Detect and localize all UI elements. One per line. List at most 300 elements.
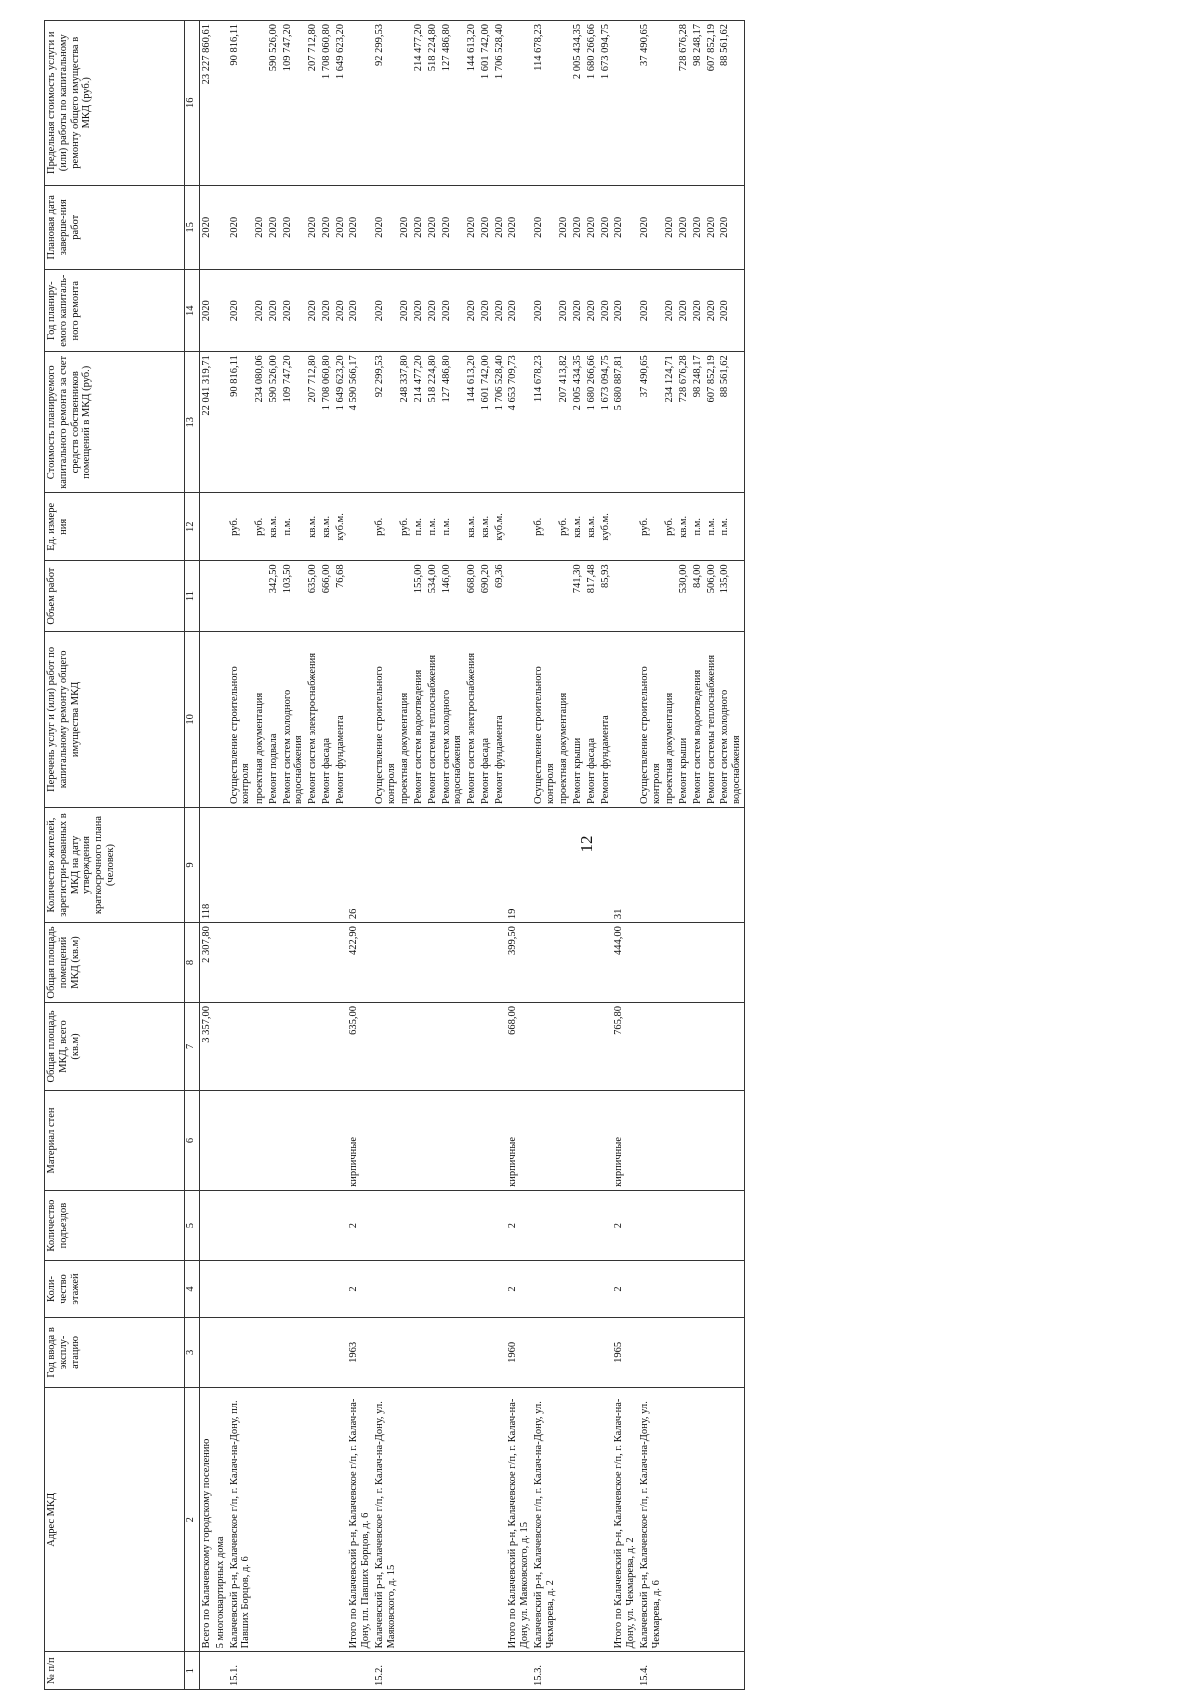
header-cell: Стоимость планируемого капитального ремонта за счет средств собственников помещений в МКД (руб.) — [45, 352, 185, 493]
table-cell — [638, 1091, 664, 1191]
table-cell: 114 678,23 — [532, 21, 558, 186]
table-cell — [267, 1261, 281, 1317]
table-row — [493, 21, 507, 1690]
table-cell — [267, 1652, 281, 1690]
column-number-cell: 10 — [185, 631, 200, 807]
table-cell: Осуществление строительного контроля — [638, 631, 664, 807]
table-cell — [440, 1002, 466, 1090]
table-cell: Ремонт систем электроснабжения — [306, 631, 320, 807]
table-cell — [440, 807, 466, 922]
table-cell: п.м. — [426, 493, 440, 561]
table-row — [373, 21, 399, 1690]
table-cell: 4 590 566,17 — [347, 352, 373, 493]
table-cell: кв.м. — [267, 493, 281, 561]
table-cell: руб. — [228, 493, 254, 561]
column-number-cell: 11 — [185, 561, 200, 631]
table-cell: 2020 — [479, 270, 493, 352]
table-cell — [479, 923, 493, 1003]
table-cell — [306, 1002, 320, 1090]
table-cell — [691, 807, 705, 922]
table-cell — [705, 1091, 719, 1191]
table-cell: 2020 — [571, 185, 585, 270]
table-cell — [440, 1261, 466, 1317]
table-cell: 2020 — [585, 270, 599, 352]
table-cell: 19 — [506, 807, 532, 922]
table-cell — [320, 1091, 334, 1191]
table-cell: 2020 — [585, 185, 599, 270]
column-number-cell: 9 — [185, 807, 200, 922]
table-cell: 2020 — [612, 185, 638, 270]
table-cell — [200, 631, 214, 807]
table-cell — [412, 1190, 426, 1260]
table-cell: 234 124,71 — [663, 352, 677, 493]
rotated-page — [44, 20, 1184, 1690]
table-cell — [373, 1190, 399, 1260]
table-cell — [557, 21, 571, 186]
table-cell — [214, 1190, 228, 1260]
table-cell — [267, 1317, 281, 1387]
table-cell — [663, 807, 677, 922]
table-row — [506, 21, 532, 1690]
header-cell: Коли-чество этажей — [45, 1261, 185, 1317]
table-cell — [412, 807, 426, 922]
table-cell — [373, 1002, 399, 1090]
table-cell: 127 486,80 — [440, 352, 466, 493]
table-cell: Калачевский р-н, Калачевское г/п, г. Калач-на-Дону, пл. Павших Борцов, д. 6 — [228, 1388, 254, 1652]
table-cell: 741,30 — [571, 561, 585, 631]
table-cell — [557, 1652, 571, 1690]
table-cell: Ремонт фундамента — [599, 631, 613, 807]
table-cell: 2020 — [281, 270, 307, 352]
table-cell — [532, 1091, 558, 1191]
table-cell: Ремонт фасада — [585, 631, 599, 807]
table-cell — [677, 1091, 691, 1191]
table-cell: 635,00 — [306, 561, 320, 631]
table-row — [638, 21, 664, 1690]
table-cell: Ремонт систем холодного водоснабжения — [281, 631, 307, 807]
table-cell: 1 649 623,20 — [334, 352, 348, 493]
table-cell — [585, 1190, 599, 1260]
table-cell: 103,50 — [281, 561, 307, 631]
table-cell — [638, 1002, 664, 1090]
table-cell — [465, 807, 479, 922]
table-cell — [347, 21, 373, 186]
table-cell — [214, 1652, 228, 1690]
column-number-cell: 3 — [185, 1317, 200, 1387]
table-cell — [281, 1652, 307, 1690]
header-cell: Предельная стоимость услуги и (или) работы по капитальному ремонту общего имущества в МКД (руб.) — [45, 21, 185, 186]
table-cell — [557, 807, 571, 922]
table-cell: Ремонт систем электроснабжения — [465, 631, 479, 807]
table-cell: 2020 — [677, 185, 691, 270]
table-cell — [334, 1091, 348, 1191]
table-cell — [253, 1261, 267, 1317]
table-cell: кв.м. — [320, 493, 334, 561]
table-row — [718, 21, 744, 1690]
table-cell: 155,00 — [412, 561, 426, 631]
table-cell: 666,00 — [320, 561, 334, 631]
table-cell — [398, 1002, 412, 1090]
table-cell: 518 224,80 — [426, 352, 440, 493]
table-cell: 2 — [506, 1190, 532, 1260]
table-cell — [373, 1091, 399, 1191]
table-cell — [599, 1388, 613, 1652]
table-cell — [373, 807, 399, 922]
table-cell — [691, 1002, 705, 1090]
table-cell — [214, 270, 228, 352]
table-cell: 607 852,19 — [705, 352, 719, 493]
table-cell — [214, 185, 228, 270]
table-cell: 2020 — [398, 270, 412, 352]
table-cell: п.м. — [691, 493, 705, 561]
table-cell: 2020 — [465, 270, 479, 352]
table-cell: руб. — [557, 493, 571, 561]
table-cell — [479, 807, 493, 922]
table-cell: проектная документация — [253, 631, 267, 807]
table-cell — [691, 1317, 705, 1387]
table-cell: 2020 — [465, 185, 479, 270]
table-cell — [585, 1388, 599, 1652]
table-cell: 2020 — [440, 270, 466, 352]
table-cell: 399,50 — [506, 923, 532, 1003]
capital-repair-table — [44, 20, 745, 1690]
table-cell — [281, 1002, 307, 1090]
table-cell — [214, 493, 228, 561]
table-cell — [253, 561, 267, 631]
table-cell: 2020 — [663, 270, 677, 352]
table-cell — [306, 807, 320, 922]
table-cell — [557, 1091, 571, 1191]
table-cell — [200, 561, 214, 631]
header-row — [45, 21, 185, 1690]
table-cell: Осуществление строительного контроля — [373, 631, 399, 807]
table-cell: 1 706 528,40 — [493, 21, 507, 186]
column-number-cell: 13 — [185, 352, 200, 493]
table-cell — [228, 1190, 254, 1260]
table-cell: руб. — [532, 493, 558, 561]
table-row — [200, 21, 214, 1690]
table-row — [214, 21, 228, 1690]
table-cell — [440, 1190, 466, 1260]
table-cell: куб.м. — [493, 493, 507, 561]
table-cell — [479, 1261, 493, 1317]
table-cell — [532, 807, 558, 922]
table-cell — [412, 1091, 426, 1191]
table-cell — [493, 1002, 507, 1090]
table-cell: Ремонт системы теплоснабжения — [705, 631, 719, 807]
table-cell: Ремонт фундамента — [493, 631, 507, 807]
table-cell — [281, 923, 307, 1003]
table-cell: проектная документация — [663, 631, 677, 807]
table-cell: 2020 — [306, 270, 320, 352]
table-cell: 98 248,17 — [691, 21, 705, 186]
table-cell — [506, 561, 532, 631]
table-cell: 2020 — [638, 270, 664, 352]
table-cell: 1 601 742,00 — [479, 352, 493, 493]
table-cell: 92 299,53 — [373, 21, 399, 186]
table-body — [200, 21, 745, 1690]
table-cell — [373, 561, 399, 631]
table-cell — [228, 1261, 254, 1317]
table-cell: 590 526,00 — [267, 352, 281, 493]
table-cell — [638, 807, 664, 922]
table-cell — [253, 1002, 267, 1090]
header-cell: Количество подъездов — [45, 1190, 185, 1260]
table-cell — [638, 923, 664, 1003]
table-cell — [532, 561, 558, 631]
table-cell — [426, 1261, 440, 1317]
table-cell — [612, 21, 638, 186]
header-cell: Перечень услуг и (или) работ по капитальному ремонту общего имущества МКД — [45, 631, 185, 807]
table-cell: 37 490,65 — [638, 21, 664, 186]
column-number-cell: 2 — [185, 1388, 200, 1652]
table-cell — [638, 561, 664, 631]
table-cell — [214, 631, 228, 807]
table-cell — [412, 923, 426, 1003]
table-cell — [599, 923, 613, 1003]
table-cell: 2020 — [677, 270, 691, 352]
table-cell — [267, 923, 281, 1003]
table-cell — [663, 1091, 677, 1191]
table-cell — [347, 631, 373, 807]
table-cell: 534,00 — [426, 561, 440, 631]
table-cell: Калачевский р-н, Калачевское г/п, г. Калач-на-Дону, ул. Чекмарева, д. 6 — [638, 1388, 664, 1652]
table-cell — [557, 1002, 571, 1090]
table-cell — [705, 1190, 719, 1260]
table-cell — [705, 1652, 719, 1690]
table-cell: кв.м. — [465, 493, 479, 561]
table-cell — [267, 1190, 281, 1260]
column-number-cell: 16 — [185, 21, 200, 186]
table-cell: куб.м. — [599, 493, 613, 561]
table-cell — [306, 1317, 320, 1387]
table-cell — [718, 1317, 744, 1387]
table-cell — [677, 1002, 691, 1090]
table-row — [320, 21, 334, 1690]
table-cell — [267, 1002, 281, 1090]
table-cell: 2 — [506, 1261, 532, 1317]
table-cell: Итого по Калачевский р-н, Калачевское г/п, г. Калач-на-Дону, ул. Чекмарева, д. 2 — [612, 1388, 638, 1652]
table-cell: 2020 — [347, 185, 373, 270]
table-cell — [465, 1652, 479, 1690]
table-cell — [398, 1261, 412, 1317]
table-cell: 2020 — [267, 185, 281, 270]
table-cell — [479, 1388, 493, 1652]
table-cell: 127 486,80 — [440, 21, 466, 186]
table-cell — [705, 923, 719, 1003]
table-cell — [663, 1317, 677, 1387]
table-cell — [638, 1317, 664, 1387]
table-row — [557, 21, 571, 1690]
table-cell: 2020 — [532, 185, 558, 270]
table-cell: 444,00 — [612, 923, 638, 1003]
table-cell: 15.2. — [373, 1652, 399, 1690]
table-cell: Всего по Калачевскому городскому поселению — [200, 1388, 214, 1652]
table-cell — [398, 1317, 412, 1387]
table-cell — [320, 1652, 334, 1690]
table-cell: 207 712,80 — [306, 21, 320, 186]
table-cell — [334, 1190, 348, 1260]
table-cell — [691, 1190, 705, 1260]
header-cell: Год планиру-емого капиталь-ного ремонта — [45, 270, 185, 352]
table-cell: 2 005 434,35 — [571, 352, 585, 493]
column-number-cell: 6 — [185, 1091, 200, 1191]
table-cell — [398, 561, 412, 631]
table-cell: кирпичные — [612, 1091, 638, 1191]
table-cell — [705, 1002, 719, 1090]
table-cell — [465, 923, 479, 1003]
table-cell — [267, 1091, 281, 1191]
column-number-cell: 14 — [185, 270, 200, 352]
table-cell — [506, 631, 532, 807]
table-cell — [585, 1002, 599, 1090]
table-cell — [465, 1388, 479, 1652]
table-cell: 2020 — [479, 185, 493, 270]
table-cell: 2 005 434,35 — [571, 21, 585, 186]
table-cell: 69,36 — [493, 561, 507, 631]
table-cell: 2020 — [691, 270, 705, 352]
table-cell — [320, 1002, 334, 1090]
table-cell — [465, 1261, 479, 1317]
table-row — [412, 21, 426, 1690]
table-cell — [571, 1261, 585, 1317]
table-cell: 31 — [612, 807, 638, 922]
table-row — [426, 21, 440, 1690]
table-cell: 342,50 — [267, 561, 281, 631]
table-cell — [347, 493, 373, 561]
table-cell — [718, 1091, 744, 1191]
table-cell — [705, 1317, 719, 1387]
table-cell — [718, 807, 744, 922]
table-cell — [281, 1190, 307, 1260]
table-row — [465, 21, 479, 1690]
table-cell — [493, 807, 507, 922]
table-cell — [412, 1002, 426, 1090]
header-cell: Ед. измере ния — [45, 493, 185, 561]
table-cell: Ремонт крыши — [677, 631, 691, 807]
table-cell — [334, 923, 348, 1003]
table-row — [398, 21, 412, 1690]
table-cell: кв.м. — [677, 493, 691, 561]
table-cell: 1 708 060,80 — [320, 21, 334, 186]
table-cell: 1963 — [347, 1317, 373, 1387]
table-cell — [320, 1261, 334, 1317]
table-cell — [334, 1002, 348, 1090]
table-cell: проектная документация — [398, 631, 412, 807]
table-cell: руб. — [253, 493, 267, 561]
table-cell: Осуществление строительного контроля — [228, 631, 254, 807]
table-cell: 98 248,17 — [691, 352, 705, 493]
table-cell: 22 041 319,71 — [200, 352, 214, 493]
table-cell — [571, 1652, 585, 1690]
table-cell: 1 649 623,20 — [334, 21, 348, 186]
table-row — [612, 21, 638, 1690]
table-cell: 214 477,20 — [412, 21, 426, 186]
table-cell — [426, 1002, 440, 1090]
table-cell: 84,00 — [691, 561, 705, 631]
table-cell: 248 337,80 — [398, 352, 412, 493]
table-cell — [440, 1388, 466, 1652]
table-cell: 607 852,19 — [705, 21, 719, 186]
table-cell — [532, 1261, 558, 1317]
table-cell — [557, 1190, 571, 1260]
table-cell — [228, 561, 254, 631]
table-cell — [214, 1002, 228, 1090]
table-cell — [465, 1190, 479, 1260]
table-cell — [398, 1388, 412, 1652]
table-cell: п.м. — [412, 493, 426, 561]
table-cell: 2020 — [718, 270, 744, 352]
table-cell: 2020 — [334, 270, 348, 352]
table-cell — [320, 1317, 334, 1387]
table-cell — [663, 923, 677, 1003]
table-cell — [571, 1091, 585, 1191]
table-cell — [214, 807, 228, 922]
header-cell: Количество жителей, зарегистри-рованных в МКД на дату утверждения краткосрочного плана (человек) — [45, 807, 185, 922]
table-cell: п.м. — [281, 493, 307, 561]
table-cell — [479, 1317, 493, 1387]
table-cell: 234 080,06 — [253, 352, 267, 493]
table-cell: 2020 — [426, 270, 440, 352]
table-cell: 1960 — [506, 1317, 532, 1387]
table-cell — [493, 1261, 507, 1317]
table-cell: 506,00 — [705, 561, 719, 631]
table-cell: 2020 — [612, 270, 638, 352]
table-cell: 2020 — [281, 185, 307, 270]
table-cell — [506, 493, 532, 561]
table-cell: Ремонт фундамента — [334, 631, 348, 807]
table-cell: Ремонт крыши — [571, 631, 585, 807]
table-cell: Калачевский р-н, Калачевское г/п, г. Калач-на-Дону, ул. Маяковского, д. 15 — [373, 1388, 399, 1652]
header-cell: Общая площадь помещений МКД (кв.м) — [45, 923, 185, 1003]
table-row — [347, 21, 373, 1690]
table-cell — [677, 923, 691, 1003]
page-number: 12 — [577, 835, 596, 853]
table-cell: 15.1. — [228, 1652, 254, 1690]
column-number-cell: 1 — [185, 1652, 200, 1690]
table-cell — [585, 923, 599, 1003]
table-cell — [334, 1652, 348, 1690]
table-cell: 2 — [347, 1261, 373, 1317]
table-cell — [306, 1091, 320, 1191]
table-cell: Ремонт систем водоотведения — [412, 631, 426, 807]
table-cell — [571, 923, 585, 1003]
table-cell: 37 490,65 — [638, 352, 664, 493]
table-cell — [479, 1190, 493, 1260]
table-cell: 109 747,20 — [281, 21, 307, 186]
table-cell — [599, 1652, 613, 1690]
table-cell — [398, 1652, 412, 1690]
table-cell — [718, 923, 744, 1003]
table-cell: 118 — [200, 807, 214, 922]
table-cell: 2020 — [267, 270, 281, 352]
table-cell — [214, 1317, 228, 1387]
table-cell — [691, 1652, 705, 1690]
table-cell: Итого по Калачевский р-н, Калачевское г/п, г. Калач-на-Дону, пл. Павших Борцов, д. 6 — [347, 1388, 373, 1652]
table-cell — [334, 1388, 348, 1652]
table-cell: 15.4. — [638, 1652, 664, 1690]
table-cell: 765,80 — [612, 1002, 638, 1090]
table-cell — [532, 1190, 558, 1260]
table-cell — [440, 1317, 466, 1387]
table-cell — [506, 1652, 532, 1690]
table-cell — [373, 1261, 399, 1317]
table-cell — [585, 1652, 599, 1690]
table-cell — [426, 1317, 440, 1387]
table-cell — [532, 1002, 558, 1090]
table-cell — [347, 561, 373, 631]
table-cell: 90 816,11 — [228, 21, 254, 186]
